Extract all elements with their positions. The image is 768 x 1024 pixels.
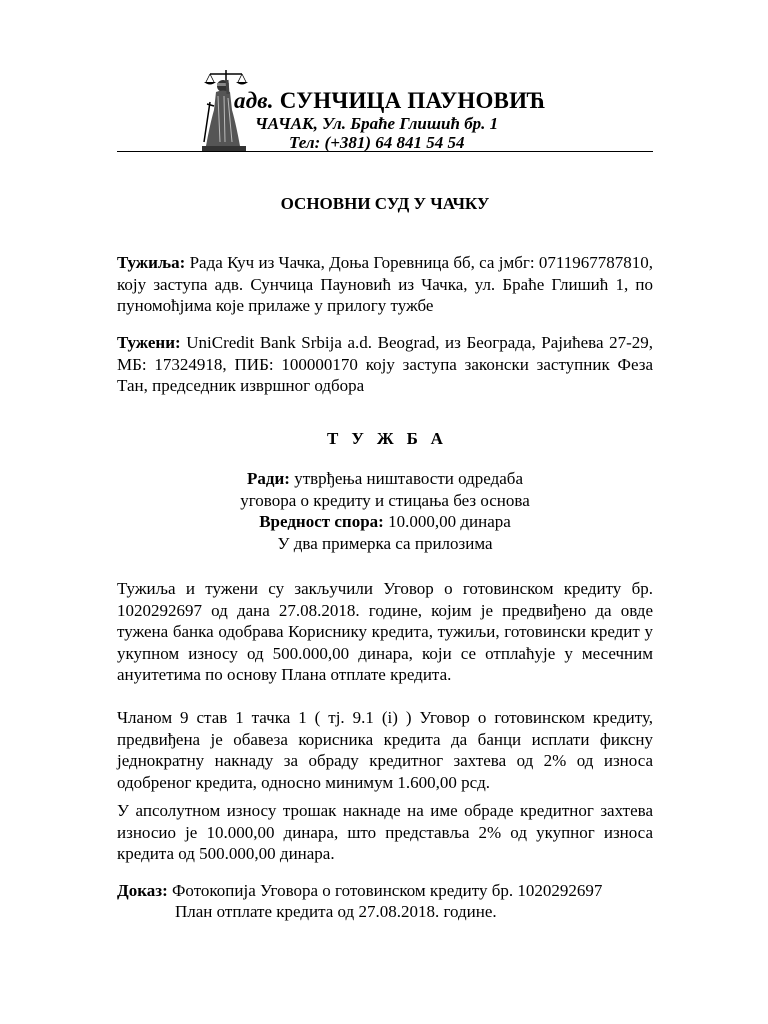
lawyer-address: ЧАЧАК, Ул. Браће Глишић бр. 1 xyxy=(255,114,499,133)
lawyer-phone: Тел: (+381) 64 841 54 54 xyxy=(289,133,465,152)
lawyer-name xyxy=(234,88,546,114)
plaintiff-paragraph xyxy=(117,252,653,317)
lawyer-title-prefix: адв. xyxy=(234,88,274,113)
evidence-block xyxy=(117,880,653,922)
court-name: ОСНОВНИ СУД У ЧАЧКУ xyxy=(280,194,490,213)
dispute-value: 10.000,00 динара xyxy=(383,512,511,531)
defendant-paragraph xyxy=(117,332,653,397)
plaintiff-text: Рада Куч из Чачка, Доња Горевница бб, са јмбг: 0711967787810, коју заступа адв. Сунчица Пауновић из Чачка, ул. Браће Глишић 1, по пуномоћјима које прилаже у прилогу тужбе xyxy=(117,253,653,316)
evidence-line-1 xyxy=(117,880,653,901)
body-paragraph-2: Чланом 9 став 1 тачка 1 ( тј. 9.1 (i) ) Уговор о готовинском кредиту, предвиђена је обавеза корисника кредита да банци исплати фиксну једнократну накнаду за обраду кредитног захтева од 2% од износа одобреног кредита, односно минимум 1.600,00 рсд. xyxy=(117,708,653,792)
subject-line-1 xyxy=(117,468,653,490)
evidence-line-2: План отплате кредита од 27.08.2018. године. xyxy=(175,902,497,921)
defendant-text: UniCredit Bank Srbija a.d. Beograd, из Београда, Рајићева 27-29, МБ: 17324918, ПИБ: 100000170 коју заступа законски заступник Феза Тан, председник извршног одбора xyxy=(117,333,653,396)
body-paragraph-3: У апсолутном износу трошак накнаде на име обраде кредитног захтева износио је 10.000,00 динара, што представља 2% од укупног износа кредита од 500.000,00 динара. xyxy=(117,801,653,864)
dispute-value-label: Вредност спора: xyxy=(259,512,384,531)
evidence-label: Доказ: xyxy=(117,881,168,900)
lawyer-name-text: СУНЧИЦА ПАУНОВИЋ xyxy=(279,88,546,113)
body-paragraph-1: Тужиља и тужени су закључили Уговор о готовинском кредиту бр. 1020292697 од дана 27.08.2018. године, којим је предвиђено да овде тужена банка одобрава Кориснику кредита, тужиљи, готовински кредит у укупном износу од 500.000,00 динара, који се отплаћује у месечним ануитетима по основу Плана отплате кредита. xyxy=(117,579,653,685)
evidence-line1-text: Фотокопија Уговора о готовинском кредиту бр. 1020292697 xyxy=(167,881,603,900)
document-title: ТУЖБА xyxy=(327,429,456,448)
subject-label: Ради: xyxy=(247,469,290,488)
dispute-value-line xyxy=(117,511,653,533)
defendant-label: Тужени: xyxy=(117,333,181,352)
copies-line: У два примерка са прилозима xyxy=(277,533,493,553)
subject-line-2: уговора о кредиту и стицања без основа xyxy=(240,490,530,510)
plaintiff-label: Тужиља: xyxy=(117,253,186,272)
subject-line1-text: утврђења ништавости одредаба xyxy=(289,469,523,488)
subject-block xyxy=(117,468,653,554)
header-divider xyxy=(117,151,653,152)
